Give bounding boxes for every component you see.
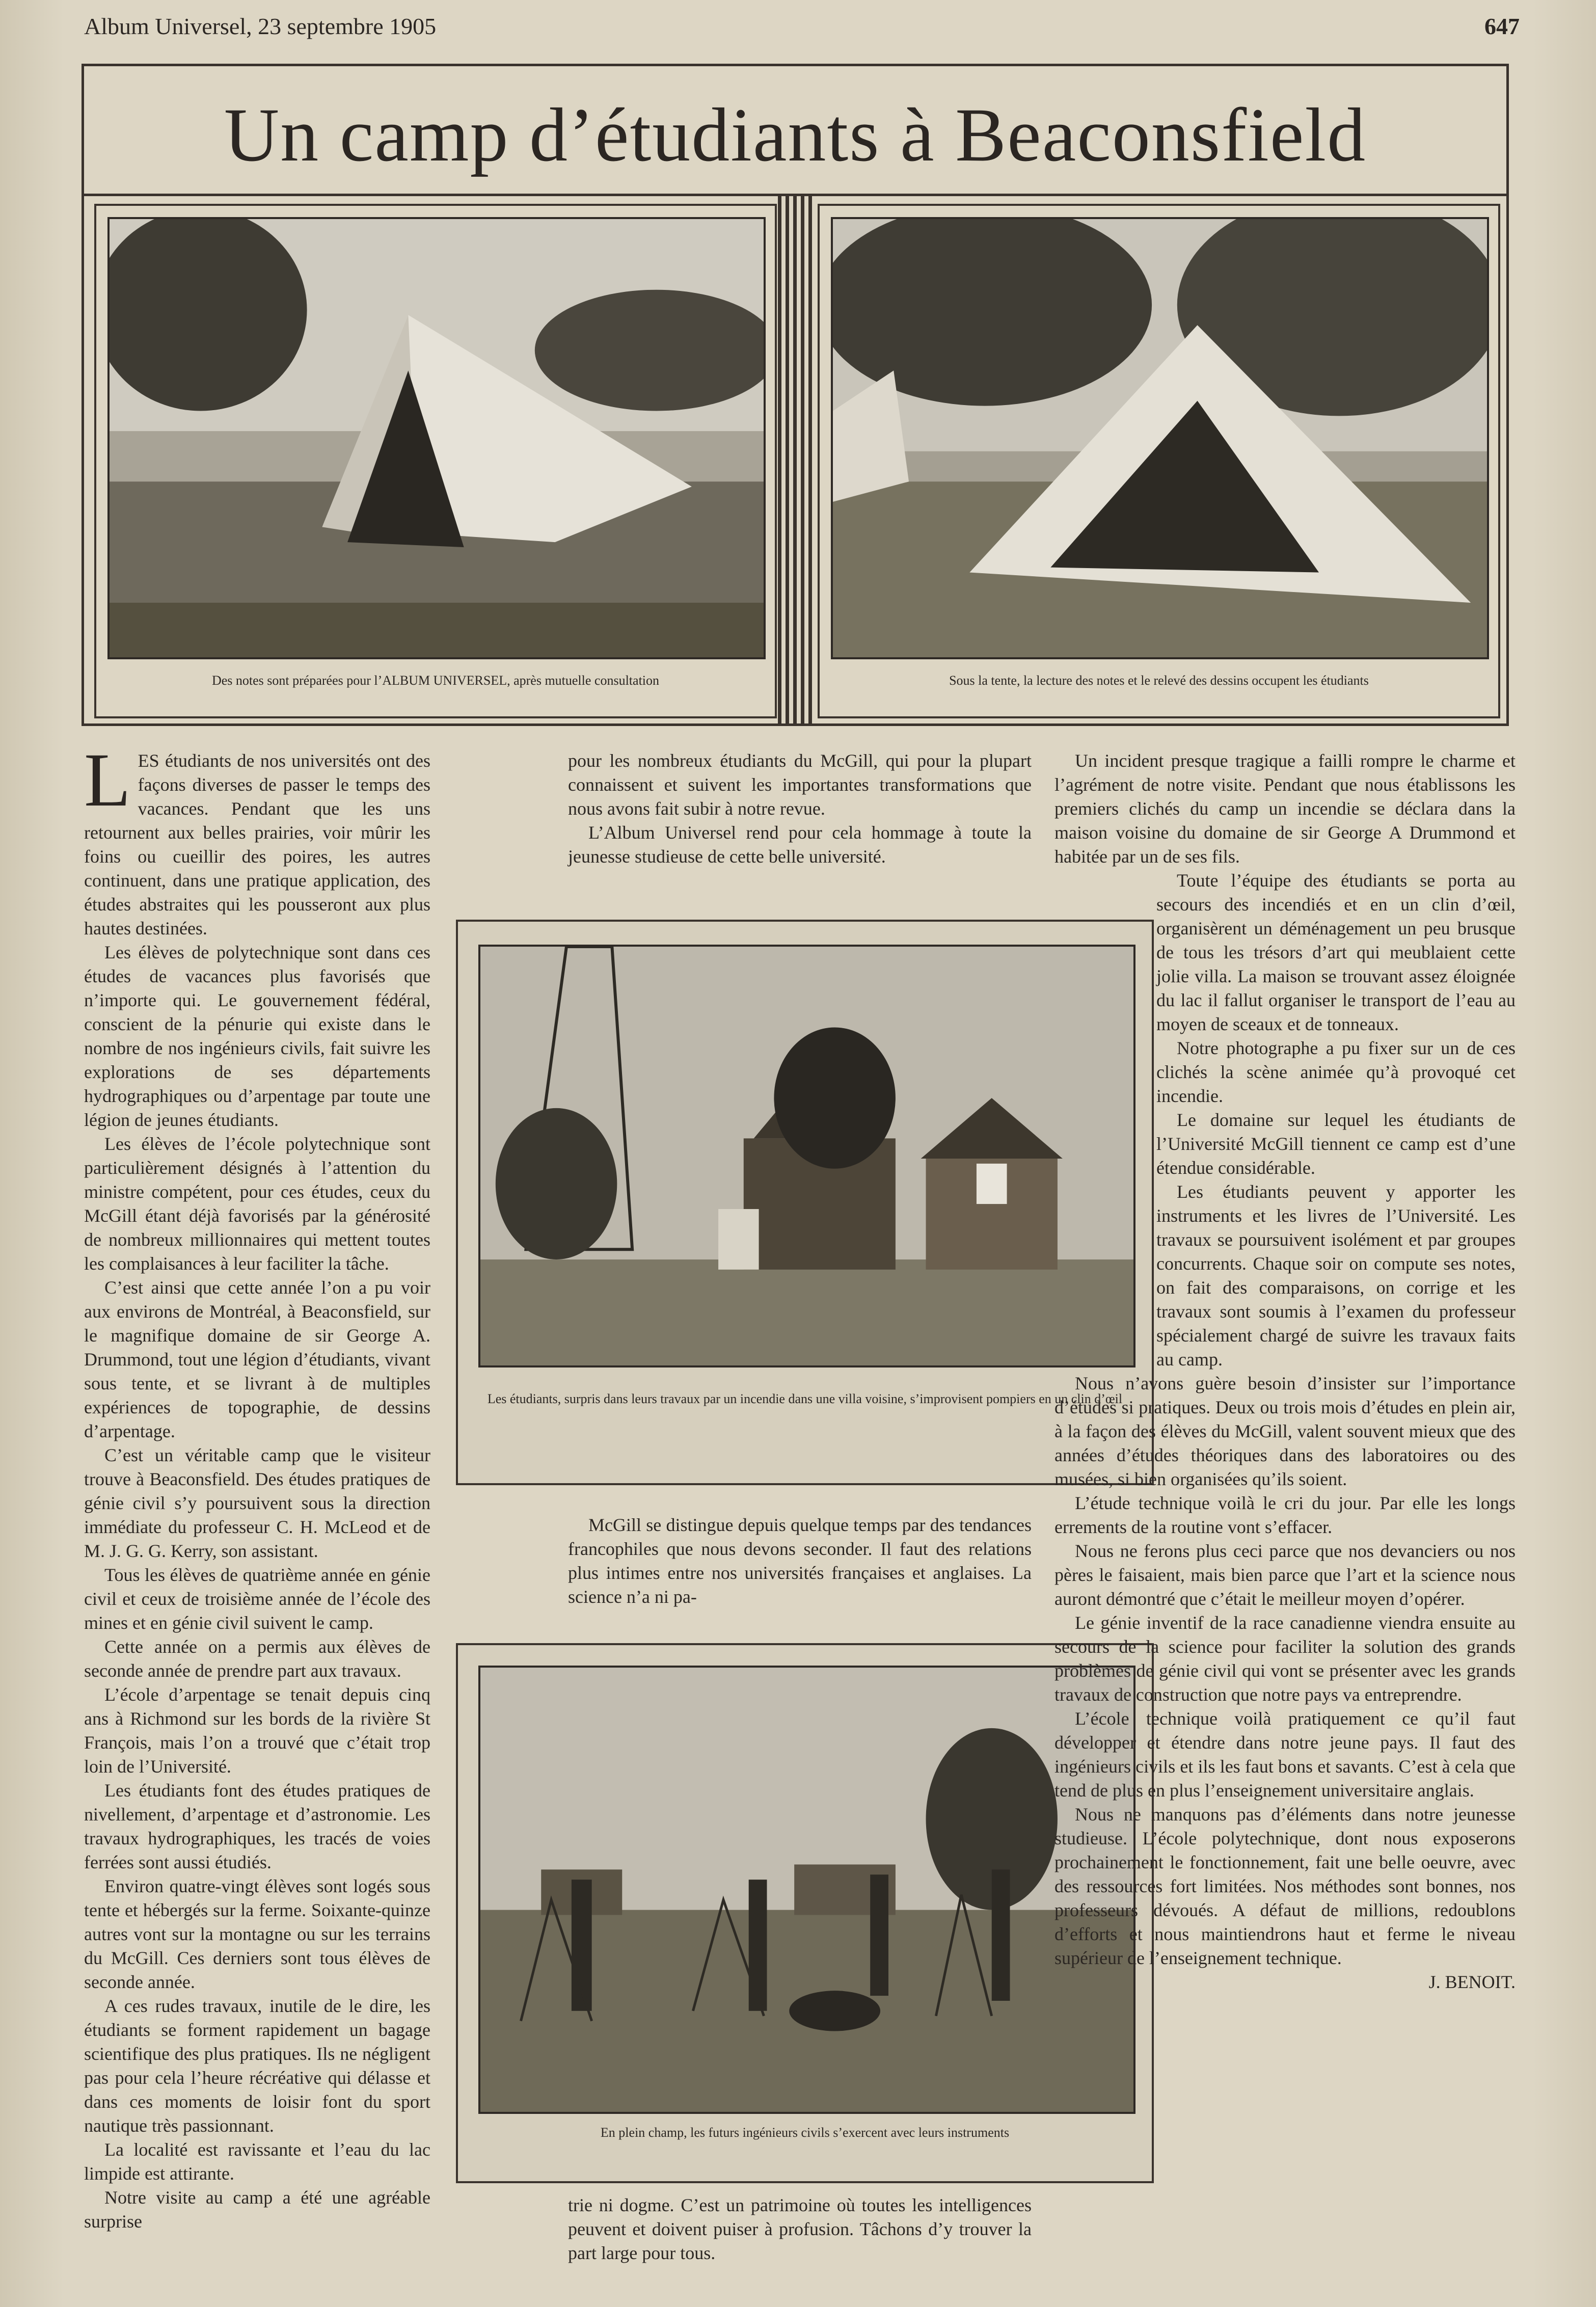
photo-panel-left (94, 204, 777, 718)
column1-paragraph: Les élèves de polytechnique sont dans ces études de vacances plus favorisés que n’importe qui. Le gouvernement fédéral, conscient de la pénurie qui existe dans le nombre de nos ingénieurs civils, fait suivre les explorations de ses départements hydrographiques ou d’arpentage par toute une légion de jeunes étudiants. (84, 942, 430, 1130)
running-head (84, 11, 1520, 42)
photo-panel-right (818, 204, 1500, 718)
column3-paragraph: Nous n’avons guère besoin d’insister sur l’importance d’études si pratiques. Deux ou trois mois d’études en plein air, à la façon des élèves du McGill, valent souvent mieux que des années d’études théoriques dans des laboratoires ou des musées, si bien organisées qu’ils soient. (1054, 1373, 1516, 1489)
column3-paragraph: Nous ne manquons pas d’éléments dans notre jeunesse studieuse. L’école polytechnique, dont nous exposerons prochainement le fonctionnement, fait une belle oeuvre, avec des ressources fort limitées. Nos méthodes sont bonnes, nos professeurs dévoués. A défaut de millions, redoublons d’efforts et nous maintiendrons haut et ferme le niveau supérieur de l’enseignement technique. (1054, 1804, 1516, 1968)
column1-paragraph: A ces rudes travaux, inutile de le dire, les étudiants se forment rapidement un bagage scientifique des plus pratiques. Ils ne négligent pas pour cela l’heure récréative qui délasse et dans ces moments de loisir font du sport nautique très passionnant. (84, 1996, 430, 2136)
column3-paragraph: Le génie inventif de la race canadienne viendra ensuite au secours de la science pour faciliter la solution des grands problèmes de génie civil qui vont se présenter avec les grands travaux de construction que notre pays va entreprendre. (1054, 1613, 1516, 1705)
column3-paragraph: Nous ne ferons plus ceci parce que nos devanciers ou nos pères le faisaient, mais bien parce que l’art et la science nous auront démontré que c’était le meilleur moyen d’opérer. (1054, 1541, 1516, 1609)
caption-top-right: Sous la tente, la lecture des notes et le relevé des dessins occupent les étudiants (949, 673, 1369, 688)
column3-paragraph: Les étudiants peuvent y apporter les instruments et les livres de l’Université. Les travaux se poursuivent isolément et par groupes concurrents. Chaque soir on compute ses notes, on fait des comparaisons, on corrige et les travaux sont soumis à l’examen du professeur spécialement chargé de suivre les travaux faits au camp. (1156, 1182, 1516, 1370)
text-column-1 (84, 738, 430, 2234)
column3-paragraph: L’école technique voilà pratiquement ce qu’il faut développer et étendre dans notre jeune pays. Il faut des ingénieurs civils et ils les faut bons et savants. C’est à cela que tend de plus en plus l’enseignement universitaire anglais. (1054, 1708, 1516, 1801)
fire-photo (478, 945, 1135, 1367)
column2-paragraph: pour les nombreux étudiants du McGill, qui pour la plupart connaissent et suivent les importantes transformations que nous avons fait subir à notre revue. (568, 750, 1032, 819)
column2-paragraph: McGill se distingue depuis quelque temps par des tendances francophiles que nous devons seconder. Il faut des relations plus intimes entre nos universités françaises et anglaises. La science n’a ni pa- (568, 1515, 1032, 1607)
column1-paragraph: L’école d’arpentage se tenait depuis cinq ans à Richmond sur les bords de la rivière St François, mais l’on a trouvé que c’était trop loin de l’Université. (84, 1684, 430, 1777)
text-column-3 (1054, 749, 1516, 1994)
fire-photo-panel (456, 920, 1154, 1485)
dropcap: L (84, 738, 131, 822)
column1-paragraph: Notre visite au camp a été une agréable surprise (84, 2187, 430, 2232)
tent-photo-left (107, 217, 766, 659)
column1-paragraph: LES étudiants de nos universités ont des façons diverses de passer le temps des vacances. Pendant que les uns retournent aux belles prairies, voir mûrir les foins ou cueillir des poires, les autres continuent, dans une pratique application, des études abstraites qui les pousseront aux plus hautes destinées. (84, 738, 430, 938)
survey-photo-panel (456, 1643, 1154, 2183)
column3-paragraph: Notre photographe a pu fixer sur un de ces clichés la scène animée qu’à provoqué cet incendie. (1156, 1038, 1516, 1106)
caption-top-left: Des notes sont préparées pour l’ALBUM UNIVERSEL, après mutuelle consultation (211, 673, 660, 688)
column3-paragraph: Toute l’équipe des étudiants se porta au secours des incendiés et en un clin d’œil, organisèrent un déménagement un peu brusque de tous les trésors d’art qui meublaient cette jolie villa. La maison se trouvant assez éloignée du lac il fallut organiser le transport de l’eau au moyen de sceaux et de tonneaux. (1156, 870, 1516, 1034)
column1-paragraph: Environ quatre-vingt élèves sont logés sous tente et hébergés sur la ferme. Soixante-quinze autres vont sur la montagne ou sur les terrains du McGill. Ces derniers sont tous élèves de seconde année. (84, 1876, 430, 1992)
article-title: Un camp d’étudiants à Beaconsfield (224, 93, 1367, 177)
column1-paragraph: La localité est ravissante et l’eau du lac limpide est attirante. (84, 2139, 430, 2184)
column1-paragraph: Tous les élèves de quatrième année en génie civil et ceux de troisième année de l’école des mines et en génie civil suivent le camp. (84, 1565, 430, 1633)
column1-paragraph: C’est ainsi que cette année l’on a pu voir aux environs de Montréal, à Beaconsfield, sur le magnifique domaine de sir George A. Drummond, tout une légion d’étudiants, vivant sous tente, et se livrant à de multiples expériences de topographie, de dessins d’arpentage. (84, 1277, 430, 1441)
column2-paragraph: trie ni dogme. C’est un patrimoine où toutes les intelligences peuvent et doivent puiser à profusion. Tâchons d’y trouver la part large pour tous. (568, 2195, 1032, 2263)
column-rule-ornament (778, 194, 814, 726)
column1-paragraph: Les élèves de l’école polytechnique sont particulièrement désignés à l’attention du ministre compétent, pour ces études, ceux du McGill étant déjà favorisés par la générosité de nombreux millionnaires qui mettent toutes les complaisances à leur faciliter la tâche. (84, 1134, 430, 1274)
title-box (84, 66, 1506, 196)
page-number: 647 (1484, 13, 1520, 39)
caption-bottom: En plein champ, les futurs ingénieurs civils s’exercent avec leurs instruments (600, 2125, 1010, 2140)
column3-paragraph: Le domaine sur lequel les étudiants de l’Université McGill tiennent ce camp est d’une étendue considérable. (1156, 1110, 1516, 1178)
column3-paragraph: L’étude technique voilà le cri du jour. Par elle les longs errements de la routine vont s’effacer. (1054, 1493, 1516, 1537)
column3-paragraph: Un incident presque tragique a failli rompre le charme et l’agrément de notre visite. Pendant que nous établissons les premiers clichés du camp un incendie se déclara dans la maison voisine du domaine de sir George A Drummond et habitée par un de ses fils. (1054, 750, 1516, 867)
publication-date: Album Universel, 23 septembre 1905 (84, 13, 437, 39)
article-frame (82, 64, 1509, 726)
tent-photo-right (831, 217, 1489, 659)
survey-photo (478, 1666, 1135, 2114)
text-column-2-top (568, 749, 1032, 869)
column1-paragraph: C’est un véritable camp que le visiteur trouve à Beaconsfield. Des études pratiques de génie civil s’y poursuivent sous la direction immédiate du professeur C. H. McLeod et de M. J. G. G. Kerry, son assistant. (84, 1445, 430, 1561)
column1-paragraph: Cette année on a permis aux élèves de seconde année de prendre part aux travaux. (84, 1637, 430, 1681)
column2-paragraph: L’Album Universel rend pour cela hommage à toute la jeunesse studieuse de cette belle université. (568, 822, 1032, 867)
author-signature: J. BENOIT. (1428, 1972, 1516, 1992)
caption-middle: Les étudiants, surpris dans leurs travaux par un incendie dans une villa voisine, s’improvisent pompiers en un clin d’œil (487, 1391, 1123, 1406)
column1-paragraph: Les étudiants font des études pratiques de nivellement, d’arpentage et d’astronomie. Les travaux hydrographiques, les tracés de voies ferrées sont aussi étudiés. (84, 1780, 430, 1872)
text-column-2-middle (568, 1513, 1032, 1609)
text-column-2-bottom (568, 2193, 1032, 2265)
